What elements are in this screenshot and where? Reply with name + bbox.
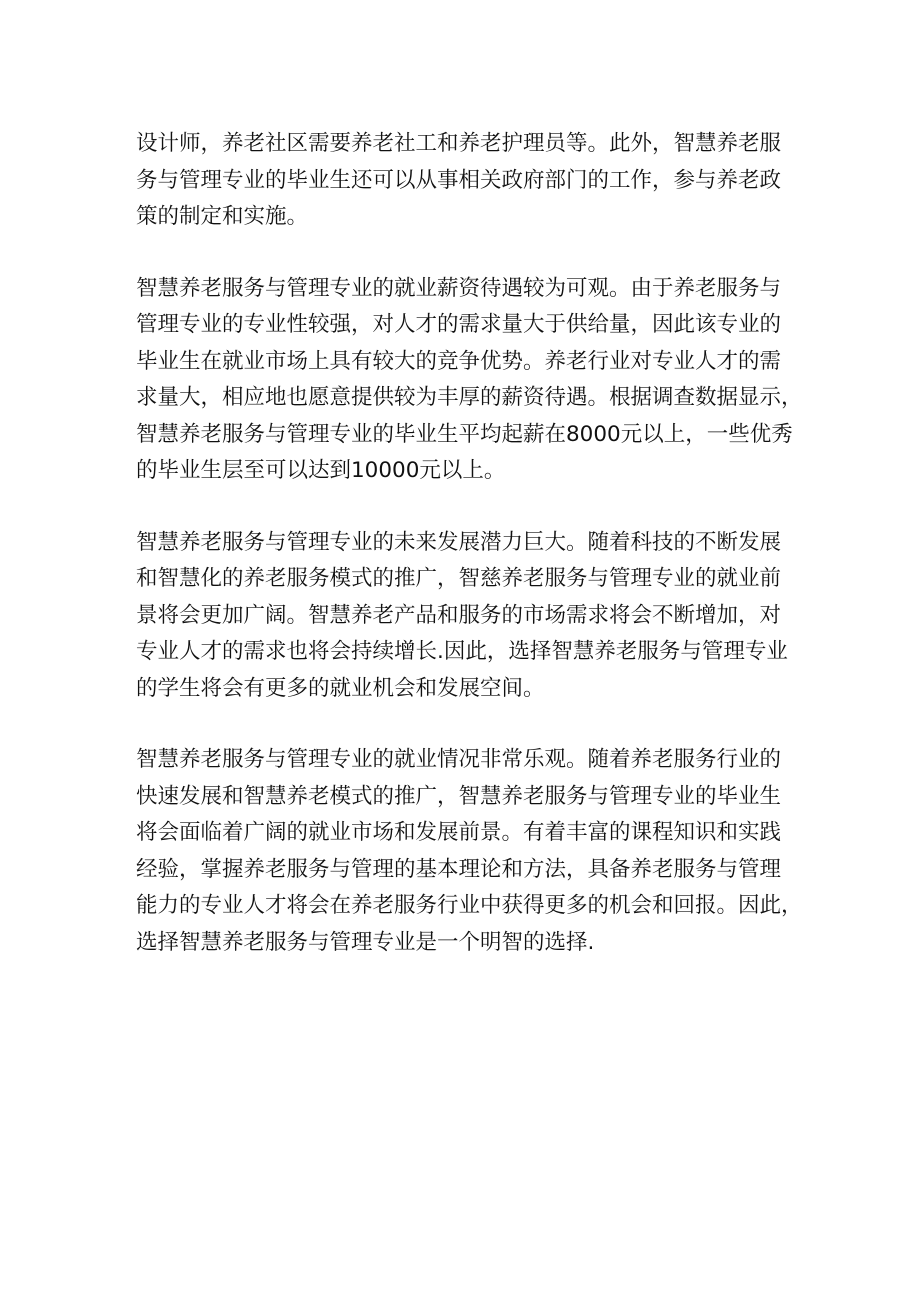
text-line: 求量大，相应地也愿意提供较为丰厚的薪资待遇。根据调查数据显示， bbox=[136, 385, 803, 410]
text-line: 专业人才的需求也将会持续增长.因此，选择智慧养老服务与管理专业 bbox=[136, 639, 788, 664]
paragraph-1 bbox=[136, 126, 796, 236]
text-line: 智慧养老服务与管理专业的毕业生平均起薪在8000元以上，一些优秀 bbox=[136, 421, 793, 447]
text-line: 智慧养老服务与管理专业的未来发展潜力巨大。随着科技的不断发展 bbox=[136, 529, 782, 555]
paragraph-4 bbox=[136, 742, 803, 961]
text-line: 选择智慧养老服务与管理专业是一个明智的选择. bbox=[136, 929, 595, 955]
text-line: 设计师，养老社区需要养老社工和养老护理员等。此外，智慧养老服 bbox=[136, 131, 782, 156]
text-line: 策的制定和实施。 bbox=[136, 204, 309, 229]
document-body bbox=[136, 126, 803, 996]
text-line: 经验，掌握养老服务与管理的基本理论和方法，具备养老服务与管理 bbox=[136, 856, 782, 882]
text-line: 智慧养老服务与管理专业的就业情况非常乐观。随着养老服务行业的 bbox=[136, 747, 782, 772]
paragraph-3 bbox=[136, 525, 796, 708]
text-line: 景将会更加广阔。智慧养老产品和服务的市场需求将会不断增加，对 bbox=[136, 602, 782, 628]
text-line: 快速发展和智慧养老模式的推广，智慧养老服务与管理专业的毕业生 bbox=[136, 783, 782, 809]
text-line: 务与管理专业的毕业生还可以从事相关政府部门的工作，参与养老政 bbox=[136, 167, 782, 193]
text-line: 能力的专业人才将会在养老服务行业中获得更多的机会和回报。因此， bbox=[136, 893, 803, 918]
text-line: 的学生将会有更多的就业机会和发展空间。 bbox=[136, 675, 545, 701]
text-line: 将会面临着广阔的就业市场和发展前景。有着丰富的课程知识和实践 bbox=[136, 820, 782, 845]
paragraph-2 bbox=[136, 271, 803, 490]
text-line: 的毕业生层至可以达到10000元以上。 bbox=[136, 458, 506, 483]
text-line: 毕业生在就业市场上具有较大的竞争优势。养老行业对专业人才的需 bbox=[136, 348, 782, 374]
text-line: 智慧养老服务与管理专业的就业薪资待遇较为可观。由于养老服务与 bbox=[136, 275, 782, 301]
text-line: 管理专业的专业性较强，对人才的需求量大于供给量，因此该专业的 bbox=[136, 312, 782, 337]
text-line: 和智慧化的养老服务模式的推广，智慈养老服务与管理专业的就业前 bbox=[136, 566, 782, 591]
